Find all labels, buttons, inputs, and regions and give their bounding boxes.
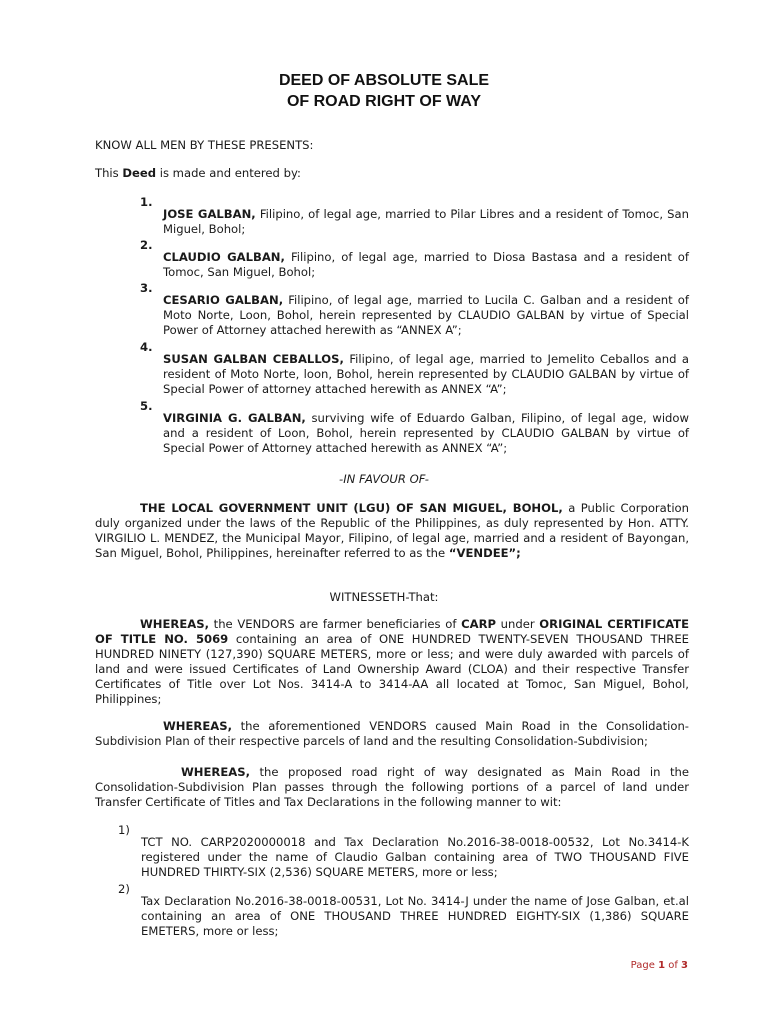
portion-number: 2): [118, 882, 130, 896]
vendor-details: surviving wife of Eduardo Galban, Filipino, of legal age, widow and a resident of Loon, Bohol, herein represented by CLAUDIO GALBAN by virtue of Special Power of Attorney attached herewith as ANNEX “A”;: [163, 410, 689, 455]
whereas-label: WHEREAS,: [163, 719, 232, 733]
vendor-item: [140, 281, 689, 349]
intro-deed: Deed: [122, 166, 157, 180]
vendor-details: Filipino, of legal age, married to Diosa Bastasa and a resident of Tomoc, San Miguel, Bohol;: [163, 249, 689, 279]
whereas-text: the aforementioned VENDORS caused Main Road in the Consolidation-Subdivision Plan of their respective parcels of land and the resulting Consolidation-Subdivision;: [95, 719, 689, 748]
witnesseth-heading: WITNESSETH-That:: [329, 590, 439, 604]
oct-label: ORIGINAL CERTIFICATE OF TITLE NO. 5069: [95, 617, 690, 646]
vendee-name: THE LOCAL GOVERNMENT UNIT (LGU) OF SAN MIGUEL, BOHOL,: [140, 501, 563, 515]
whereas-text: the VENDORS are farmer beneficiaries of: [209, 617, 462, 631]
whereas-text: containing an area of ONE HUNDRED TWENTY-SEVEN THOUSAND THREE HUNDRED NINETY (127,390) SQUARE METERS, more or less; and were duly awarded with parcels of land and were issued Certificates of Land Ownership Award (CLOA) and their respective Transfer Certificates of Title over Lot Nos. 3414-A to 3414-AA all located at Tomoc, San Miguel, Bohol, Philippines;: [95, 632, 689, 706]
portion-text: TCT NO. CARP2020000018 and Tax Declaration No.2016-38-0018-00532, Lot No.3414-K registered under the name of Claudio Galban containing area of TWO THOUSAND FIVE HUNDRED THIRTY-SIX (2,536) SQUARE METERS, more or less;: [141, 834, 689, 879]
whereas-label: WHEREAS,: [140, 617, 209, 631]
know-all-heading: [95, 138, 689, 153]
intro-made-by: is made and entered by:: [156, 166, 301, 180]
whereas-paragraph-2: [95, 719, 689, 749]
vendor-number: 5.: [140, 399, 153, 413]
carp-label: CARP: [461, 617, 496, 631]
vendor-number: 4.: [140, 340, 153, 354]
portion-text: Tax Declaration No.2016-38-0018-00531, Lot No. 3414-J under the name of Jose Galban, et.al containing an area of ONE THOUSAND THREE HUNDRED EIGHTY-SIX (1,386) SQUARE EMETERS, more or less;: [141, 893, 689, 938]
vendor-details: Filipino, of legal age, married to Pilar Libres and a resident of Tomoc, San Miguel, Bohol;: [163, 206, 689, 236]
document-title-line2: OF ROAD RIGHT OF WAY: [286, 93, 482, 110]
vendor-number: 3.: [140, 281, 153, 295]
vendor-number: 1.: [140, 195, 153, 209]
current-page: 1: [658, 960, 666, 971]
vendor-name: JOSE GALBAN,: [163, 206, 256, 221]
vendor-details: Filipino, of legal age, married to Lucila C. Galban and a resident of Moto Norte, Loon, Bohol, herein represented by CLAUDIO GALBAN by virtue of Special Power of Attorney attached herewith as “ANNEX A”;: [163, 292, 689, 337]
vendor-name: VIRGINIA G. GALBAN,: [163, 410, 306, 425]
intro-this: This: [95, 166, 123, 180]
vendee-label: “VENDEE”;: [448, 546, 521, 560]
portion-number: 1): [118, 823, 130, 837]
whereas-label: WHEREAS,: [181, 765, 250, 779]
whereas-text: under: [496, 617, 540, 631]
vendor-name: CLAUDIO GALBAN,: [163, 249, 285, 264]
vendor-item: [140, 399, 689, 467]
vendor-number: 2.: [140, 238, 153, 252]
portion-item: [118, 882, 689, 950]
whereas-paragraph-1: [95, 617, 689, 707]
whereas-paragraph-3: [95, 765, 689, 810]
document-title-line1: DEED OF ABSOLUTE SALE: [278, 72, 490, 89]
portion-item: [118, 823, 689, 891]
in-favour-of: -IN FAVOUR OF-: [339, 472, 429, 486]
page-label: Page: [630, 960, 659, 971]
vendor-item: [140, 340, 689, 408]
know-all-text: KNOW ALL MEN BY THESE PRESENTS:: [95, 138, 314, 152]
total-pages: 3: [681, 960, 688, 971]
vendee-paragraph: [95, 501, 689, 561]
vendor-name: SUSAN GALBAN CEBALLOS,: [163, 351, 344, 366]
vendor-name: CESARIO GALBAN,: [163, 292, 284, 307]
deed-intro: [95, 166, 689, 181]
page-number-footer: [631, 958, 688, 973]
page-of: of: [665, 960, 682, 971]
vendee-details: a Public Corporation duly organized under the laws of the Republic of the Philippines, as duly represented by Hon. ATTY. VIRGILIO L. MENDEZ, the Municipal Mayor, Filipino, of legal age, married and a resident of Bayongan, San Miguel, Bohol, Philippines, hereinafter referred to as the: [95, 501, 689, 560]
vendor-details: Filipino, of legal age, married to Jemelito Ceballos and a resident of Moto Norte, loon, Bohol, herein represented by CLAUDIO GALBAN by virtue of Special Power of attorney attached herewith as ANNEX “A”;: [163, 351, 689, 396]
whereas-text: the proposed road right of way designated as Main Road in the Consolidation-Subdivision Plan passes through the following portions of a parcel of land under Transfer Certificate of Titles and Tax Declarations in the following manner to wit:: [95, 765, 689, 809]
